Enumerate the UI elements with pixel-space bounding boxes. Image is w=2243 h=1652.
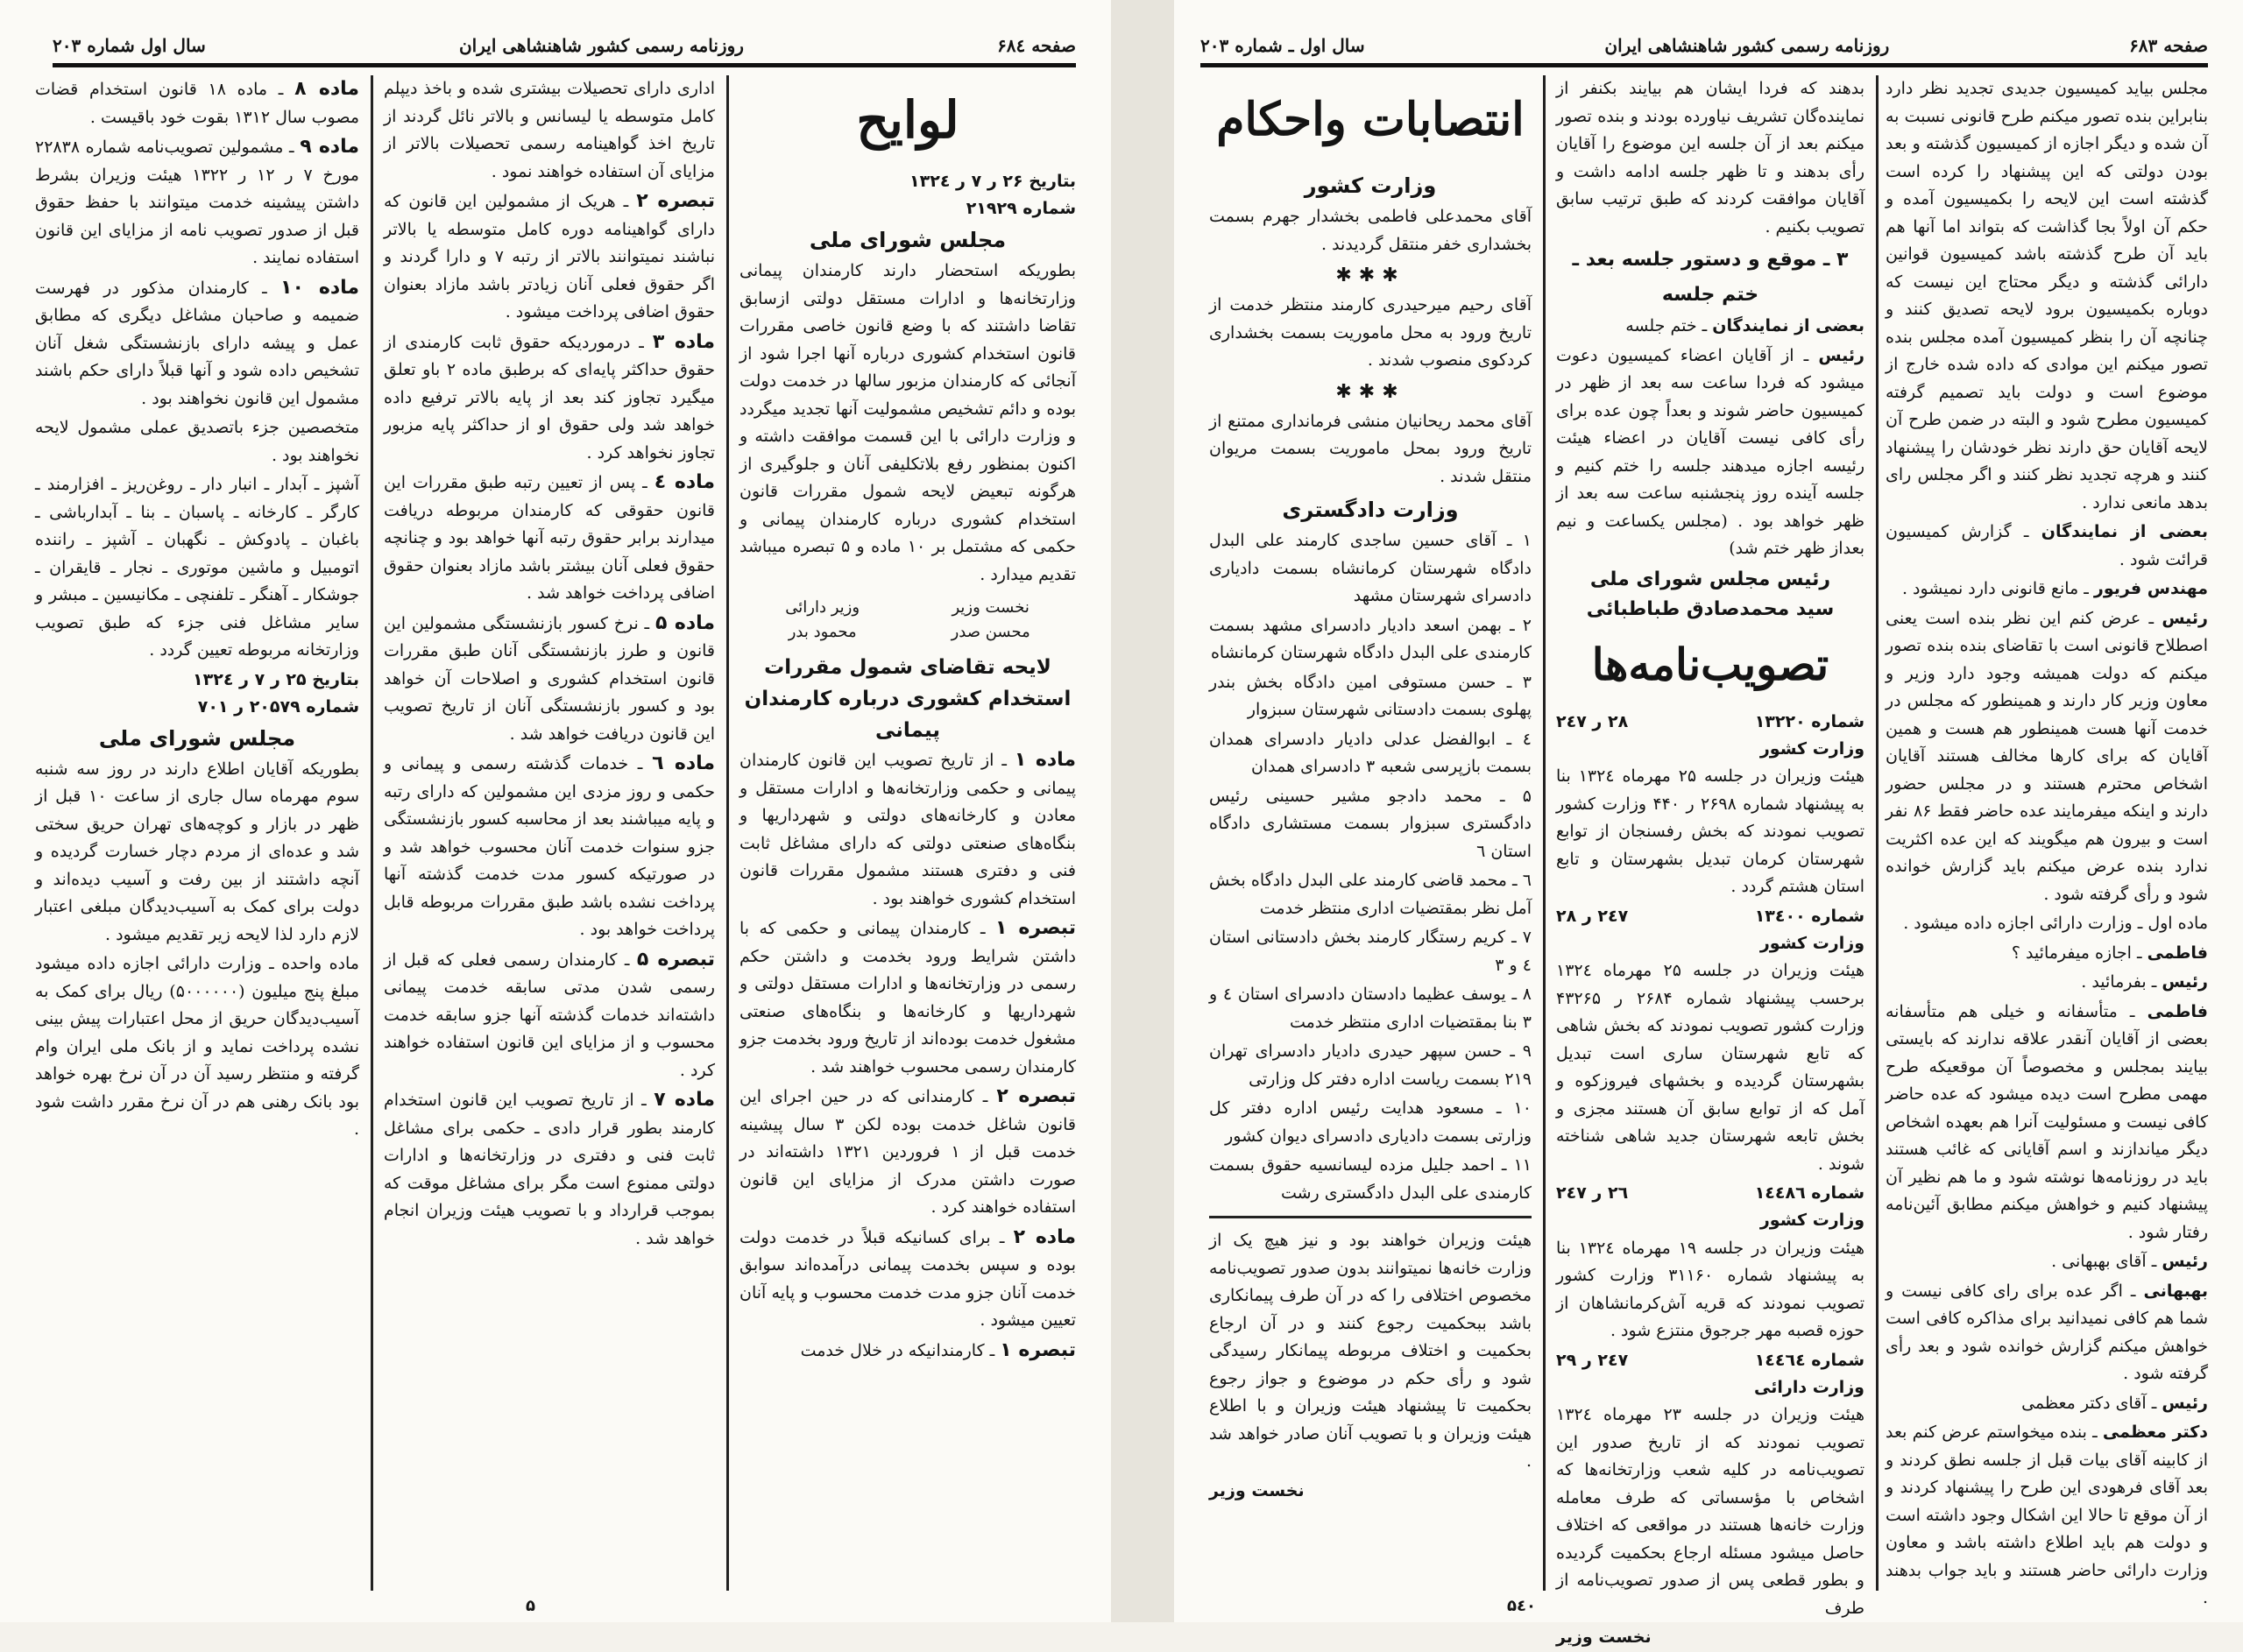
note-1-label: تبصره ۱ xyxy=(994,917,1076,939)
article-4 xyxy=(384,469,715,608)
chair-speech xyxy=(1556,342,1864,563)
right-footer-number: ۵٤۰ xyxy=(1507,1597,1536,1615)
bill2-date: بتاریخ ۲۵ ر ۷ ر ۱۳۲٤ xyxy=(193,669,359,689)
bill-number-line xyxy=(739,195,1076,222)
decree-2-header xyxy=(1556,903,1864,930)
decree-1-text: هیئت وزیران در جلسه ۲۵ مهرماه ۱۳۲٤ بنا به پیشنهاد شماره ۲۶۹۸ ر ۴۴۰ وزارت کشور تصویب نمودند که بخش رفسنجان از توابع شهرستان کرمان تبدیل بشهرستان و تابع استان هشتم گردد . xyxy=(1556,766,1865,896)
decree-2-number: شماره ۱۳٤٠٠ xyxy=(1754,906,1864,926)
speech-7 xyxy=(1886,999,2208,1247)
decree-4-date: ۲٤٧ ر ۲۹ xyxy=(1556,1350,1629,1370)
justice-item: ۸ ـ یوسف عظیما دادستان دادسرای استان ٤ و ۳ بنا بمقتضیات اداری منتظر خدمت xyxy=(1209,985,1532,1032)
article-10 xyxy=(35,274,359,413)
decree-3-ministry: وزارت کشور xyxy=(1759,1211,1864,1230)
left-col-3 xyxy=(35,75,359,1591)
decree-1-date: ۲۸ ر ۲٤٧ xyxy=(1556,711,1629,731)
left-footer-number: ۵ xyxy=(526,1597,535,1615)
article-5-label: ماده ۵ xyxy=(655,611,716,634)
decree-3-date: ۲٦ ر ۲٤٧ xyxy=(1556,1183,1629,1203)
article-2 xyxy=(739,1224,1076,1335)
bill-date: بتاریخ ۲۶ ر ۷ ر ۱۳۲٤ xyxy=(909,172,1076,191)
article-8-text: ـ ماده ۱۸ قانون استخدام قضات مصوب سال ۱۳۱۲ بقوت خود باقیست . xyxy=(35,80,359,127)
col2-intro: اداری دارای تحصیلات بیشتری شده و باخذ دیپلم کامل متوسطه یا لیسانس و بالاتر نائل گردند از تاریخ اخذ گواهینامه رسمی تحصیلات بالاتر از مزایای آن استفاده خواهند نمود . xyxy=(384,79,715,181)
speech-2 xyxy=(1886,575,2208,604)
speech-5-text: ـ اجازه میفرمائید ؟ xyxy=(2011,942,2142,963)
note-3 xyxy=(739,1337,1076,1366)
speaker-1: بعضی از نمایندگان xyxy=(2041,522,2208,541)
separator-stars-1: ✱✱✱ xyxy=(1335,265,1405,286)
col2-note-label: تبصره ۲ xyxy=(636,190,715,212)
section-speech-text: ـ ختم جلسه xyxy=(1625,316,1708,335)
speech-8 xyxy=(1886,1248,2208,1276)
decree-4-number: شماره ۱٤٤٦٤ xyxy=(1754,1350,1864,1370)
speaker-7: فاطمی xyxy=(2147,1001,2208,1021)
justice-item: ۱۱ ـ احمد جلیل مزده لیسانسیه حقوق بسمت کارمندی علی البدل دادگستری رشت xyxy=(1209,1155,1532,1203)
left-col-1 xyxy=(739,75,1076,1591)
speaker-2: مهندس فریور xyxy=(2093,579,2208,598)
article-7 xyxy=(384,1086,715,1253)
speech-8-text: ـ آقای بهبهانی . xyxy=(2051,1252,2157,1271)
decree-3-text: هیئت وزیران در جلسه ۱۹ مهرماه ۱۳۲٤ بنا به پیشنهاد شماره ۳۱۱۶۰ وزارت کشور تصویب نمودند که قریه آش‌کرمانشاهان از حوزه قصبه مهر جرجوق منتزع شود . xyxy=(1556,1238,1865,1340)
speaker-8: رئیس xyxy=(2162,1252,2208,1271)
article-8 xyxy=(35,75,359,131)
speaker-6: رئیس xyxy=(2162,972,2208,992)
decree-4-continuation: هیئت وزیران خواهند بود و نیز هیچ یک از وزارت خانه‌ها نمیتوانند بدون صدور تصویب‌نامه مخصوص اختلافی را که در آن طرف پیمانکاری باشد ببحکمیت رجوع کنند و در آن ارجاع بحکمیت و اختلاف مربوطه پیمانکار رسیدگی شود و رأی حکم در موضوع و جواز رجوع بحکمیت تا پیشنهاد هیئت وزیران و با اطلاع هیئت وزیران و با تصویب آنان صادر خواهد شد . xyxy=(1209,1231,1532,1471)
speaker-3: رئیس xyxy=(2162,608,2208,628)
article-5-text: ـ نرخ کسور بازنشستگی مشمولین این قانون و طرز بازنشستگی آنان طبق مقررات قانون استخدام کشوری و اصلاحات آن خواهد بود و کسور بازنشستگی آنان از تاریخ تصویب این قانون دریافت خواهد شد . xyxy=(384,613,715,744)
speech-1 xyxy=(1886,519,2208,574)
left-page xyxy=(0,0,1111,1622)
right-newspaper-title: روزنامه رسمی کشور شاهنشاهی ایران xyxy=(1604,35,1890,56)
left-page-number: صفحه ۶۸٤ xyxy=(997,35,1076,56)
bill-number: شماره ۲۱۹۲۹ xyxy=(966,199,1076,218)
col2-continuation: بدهند که فردا ایشان هم بیایند بکنفر از نماینده‌گان تشریف نیاورده بودند و بنده تصور میکنم بعد از آن جلسه این موضوع را آقایان رأی بدهند و تا ظهر جلسه ادامه داشت و آقایان موافقت کردند که طبق ترتیب سابق تصویب بکنیم . xyxy=(1556,79,1864,237)
note-1 xyxy=(739,914,1076,1081)
section-divider xyxy=(1209,1216,1532,1218)
speech-9 xyxy=(1886,1278,2208,1388)
speaker-9: بهبهانی xyxy=(2143,1281,2208,1301)
note-3-text: ـ کارمندانیکه در خلال خدمت xyxy=(800,1340,995,1360)
speech-10 xyxy=(1886,1390,2208,1418)
bill-date-line xyxy=(739,168,1076,195)
justice-item: ۱۰ ـ مسعود هدایت رئیس اداره دفتر کل وزارتی بسمت دادیاری دادسرای دیوان کشور xyxy=(1209,1098,1532,1146)
chair-speech-text: ـ از آقایان اعضاء کمیسیون دعوت میشود که فردا ساعت سه بعد از ظهر در کمیسیون حاضر شوند و بعداً چون عده برای رأی کافی نیست آقایان در اعضاء هیئت رئیسه اجازه میدهند جلسه را ختم کنیم و جلسه آینده روز پنجشنبه ساعت سه بعد از ظهر خواهد بود . (مجلس یکساعت و نیم بعداز ظهر ختم شد) xyxy=(1556,345,1864,558)
article-3-text: ـ درموردیکه حقوق ثابت کارمندی از حقوق حداکثر پایه‌ای که برطبق ماده ۲ باو تعلق میگیرد تجاوز کند بعد از پایه بالاتر ترفیع داده خواهد شد ولی حقوق او از حداکثر پایه مزبور تجاوز نخواهد کرد . xyxy=(384,332,716,462)
page-gutter xyxy=(1111,0,1174,1622)
speech-2-text: ـ مانع قانونی دارد نمیشود . xyxy=(1901,579,2089,598)
note-1-text: ـ کارمندان پیمانی و حکمی که با داشتن شرایط ورود بخدمت و داشتن حکم رسمی در وزارتخانه‌ها و ادارات مستقل دولتی و شهرداریها و کارخانه‌ها و بنگاه‌های صنعتی مشغول خدمت بوده‌اند از تاریخ ورود بخدمت جزو کارمندان رسمی محسوب خواهند شد . xyxy=(739,919,1076,1077)
speech-3 xyxy=(1886,605,2208,909)
decree-1-ministry: وزارت کشور xyxy=(1759,738,1864,759)
speech-6 xyxy=(1886,969,2208,997)
col2-note xyxy=(384,187,715,327)
article-9-text: ـ مشمولین تصویب‌نامه شماره ۲۲۸۳۸ مورخ ۷ ر ۱۲ ر ۱۳۲۲ هیئت وزیران بشرط داشتن پیشینه خدمت میتوانند با حفظ حقوق قبل از صدور تصویب نامه از مزایای این قانون استفاده نمایند . xyxy=(35,138,359,267)
article-6-label: ماده ٦ xyxy=(652,752,715,774)
speech-9-text: ـ اگر عده برای رای کافی نیست و شما هم کافی نمیدانید برای مذاکره کافی است خواهش میکنم گزارش خوانده شود و بعد رأی گرفته شود . xyxy=(1886,1281,2208,1383)
article-5 xyxy=(384,610,715,749)
bill-intro: بطوریکه استحضار دارند کارمندان پیمانی وزارتخانه‌ها و ادارات مستقل دولتی ازسابق تقاضا داشتند که با وضع قانون خاصی مقررات قانون استخدام کشوری درباره آنها اجرا شود از آنجائی که کارمندان مزبور سالها در خدمت دولت بوده و دائم تشخیص مشمولیت آنها تجدید میگردد و وزارت دارائی با این قسمت موافقت داشته و اکنون بمنظور رفع بلاتکلیفی آنان و جلوگیری از هرگونه تبعیض لایحه شمول مقررات قانون استخدام کشوری درباره کارمندان پیمانی و حکمی که مشتمل بر ۱۰ ماده و ۵ تبصره میباشد تقدیم میدارد . xyxy=(739,261,1076,584)
right-col-divider-2 xyxy=(1543,75,1546,1591)
parliament-heading: مجلس شورای ملی xyxy=(809,228,1007,252)
speech-6-text: ـ بفرمائید . xyxy=(2081,972,2157,992)
justice-item: ۹ ـ حسن سپهر حیدری دادیار دادسرای تهران ۲۱۹ بسمت ریاست اداره دفتر کل وزارتی xyxy=(1209,1041,1532,1089)
justice-item: ۱ ـ آقای حسین ساجدی کارمند علی البدل دادگاه شهرستان کرمانشاه بسمت دادیاری دادسرای شهرستان مشهد xyxy=(1209,531,1532,605)
article-4-text: ـ پس از تعیین رتبه طبق مقررات این قانون حقوقی که کارمندان مربوطه دریافت میدارند برابر حقوق رتبه آنها خواهد بود و چنانچه حقوق فعلی آنان بیشتر باشد مازاد بعنوان حقوق اضافی پرداخت خواهد شد . xyxy=(384,473,715,603)
decree-2-text: هیئت وزیران در جلسه ۲۵ مهرماه ۱۳۲٤ برحسب پیشنهاد شماره ۲۶۸۴ ر ۴۳۲۶۵ وزارت کشور تصویب نمودند که بخش شاهی که تابع شهرستان ساری است تبدیل بشهرستان گردیده و بخشهای فیروزکوه و آمل که از توابع سابق آن هستند مجزی و بخش تابعه شهرستان جدید شاهی شناخته شوند . xyxy=(1556,961,1865,1174)
right-col-2 xyxy=(1556,75,1865,1647)
appointment-2: آقای رحیم میرحیدری کارمند منتظر خدمت از تاریخ ورود به محل ماموریت بسمت بخشداری کردکوی منصوب شدند . xyxy=(1209,295,1532,370)
decree-3-header xyxy=(1556,1180,1864,1207)
right-page-header xyxy=(1200,32,2208,60)
speech-10-text: ـ آقای دکتر معظمی xyxy=(2021,1393,2157,1413)
article-3-label: ماده ۳ xyxy=(652,330,716,353)
appointment-3: آقای محمد ریحانیان منشی فرمانداری ممتنع از تاریخ ورود بمحل ماموریت بسمت مریوان منتقل شدند . xyxy=(1209,411,1532,486)
bill-title: لایحه تقاضای شمول مقررات استخدام کشوری درباره کارمندان پیمانی xyxy=(744,656,1072,742)
article-1-label: ماده ۱ xyxy=(1014,749,1076,771)
sig-finance-title: وزیر دارائی xyxy=(785,598,860,617)
separator-stars-2: ✱✱✱ xyxy=(1335,380,1405,403)
parliament-heading-2: مجلس شورای ملی xyxy=(98,725,296,751)
speech-3-text: ـ عرض کنم این نظر بنده است یعنی اصطلاح قانونی است با تقاضای بنده بنده تصور میکنم که دولت همیشه وجود دارد وزیر و معاون وزیر کار دارند و همینطور که مجلس در خدمت آنها هست همینطور هم هست و همین آقایان که برای کارها مخالف هستند آقایان اشخاص محترم هستند و در مجلس حضور دارند و اینکه میفرمایند عده حاضر فقط ۸۶ نفر است و بیرون هم میگویند که این عده اکثریت ندارد بنده عرض میکنم باید گزارش خوانده شود و رأی گرفته شود . xyxy=(1886,608,2208,904)
article-4-label: ماده ٤ xyxy=(654,471,715,493)
note-2 xyxy=(739,1083,1076,1222)
note-5 xyxy=(384,946,715,1085)
justice-item: ٦ ـ محمد قاضی کارمند علی البدل دادگاه بخش آمل نظر بمقتضیات اداری منتظر خدمت xyxy=(1209,871,1532,918)
speaker-5: فاطمی xyxy=(2147,942,2208,963)
note-3-label: تبصره ۱ xyxy=(1000,1338,1076,1361)
speaker-10: رئیس xyxy=(2162,1393,2208,1413)
speaker-sign-name: سید محمدصادق طباطبائی xyxy=(1586,597,1835,620)
decree-2-ministry: وزارت کشور xyxy=(1759,933,1864,953)
bill2-number: شماره ۲۰۵۷۹ ر ۷۰۱ xyxy=(197,696,359,717)
decrees-heading: تصویب‌نامه‌ها xyxy=(1591,638,1829,690)
bill2-letter: بطوریکه آقایان اطلاع دارند در روز سه شنبه سوم مهرماه سال جاری از ساعت ۱۰ قبل از ظهر در بازار و کوچه‌های تهران حریق سختی شد و عده‌ای از مردم دچار خسارت گردیده و آنچه داشتند از بین رفت و آسیب دیده‌اند و دولت برای کمک به آسیب‌دیدگان مبلغی اعتبار لازم دارد لذا لایحه زیر تقدیم میشود . xyxy=(35,759,359,944)
decree-1-header xyxy=(1556,709,1864,736)
col2-note-text: ـ هریک از مشمولین این قانون که دارای گواهینامه دوره کامل متوسطه یا بالاتر نباشند نمیتوانند بالاتر از رتبه ۷ و دارا گردند و اگر حقوق فعلی آنان زیادتر باشد مازاد بعنوان حقوق اضافی پرداخت میشود . xyxy=(384,192,715,321)
article-7-text: ـ از تاریخ تصویب این قانون استخدام کارمند بطور قرار دادی ـ حکمی برای مشاغل ثابت فنی و دفتری در وزارتخانه‌ها و ادارات دولتی ممنوع است مگر برای مشاغل موقت که بموجب قرارداد و با تصویب هیئت وزیران انجام خواهد شد . xyxy=(384,1091,715,1248)
bill2-single-article: ماده واحده ـ وزارت دارائی اجازه داده میشود مبلغ پنج میلیون (۵۰۰۰۰۰۰) ریال برای کمک به آسیب‌دیدگان حریق از محل اعتبارات پیش بینی نشده پرداخت نماید و از بانک ملی ایران وام گرفته و منتظر رسید آن در آن نرخ بهره خواهد بود بانک رهنی هم در آن نرخ مقرر داشت شود . xyxy=(35,954,360,1139)
bills-heading: لوایح xyxy=(856,90,959,150)
right-page xyxy=(1174,0,2243,1647)
right-year-issue: سال اول ـ شماره ۲۰۳ xyxy=(1200,35,1365,56)
appointments-heading: انتصابات واحکام xyxy=(1216,93,1525,146)
right-col-1 xyxy=(1886,75,2208,1607)
decree-4-header xyxy=(1556,1347,1864,1374)
decree-4-text: هیئت وزیران در جلسه ۲۳ مهرماه ۱۳۲٤ تصویب نمودند که از تاریخ صدور این تصویب‌نامه در کلیه شعب وزارتخانه‌ها که اشخاص با مؤسساتی که طرف معامله وزارت خانه‌ها هستند در مواقعی که اختلاف حاصل میشود مسئله ارجاع بحکمیت گردیده و بطور قطعی پس از صدور تصویب‌نامه از طرف xyxy=(1556,1405,1865,1618)
decree-2-date: ۲٤٧ ر ۲٨ xyxy=(1556,906,1629,926)
continuation-signature: نخست وزیر xyxy=(1209,1480,1305,1500)
left-header-rule xyxy=(53,63,1076,67)
article-10-label: ماده ۱۰ xyxy=(280,276,359,299)
sig-pm-name: محسن صدر xyxy=(951,623,1030,641)
appointment-1: آقای محمدعلی فاطمی بخشدار جهرم بسمت بخشداری خفر منتقل گردیدند . xyxy=(1209,207,1532,254)
left-year-issue: سال اول شماره ۲۰۳ xyxy=(53,35,206,56)
section-speech xyxy=(1556,313,1864,341)
section-speaker: بعضی از نمایندگان xyxy=(1712,316,1864,335)
article-1 xyxy=(739,746,1076,913)
debate-text-1: مجلس بیاید کمیسیون جدیدی تجدید نظر دارد بنابراین بنده تصور میکنم طرح قانونی نسبت به آن شده و دیگر اجازه از کمیسیون گذشته و بعد بودن دولتی که این پیشنهاد را کرده است گذشته است این لایحه را بکمیسیون آمده و حکم آن اولاً بجا گذاشت که بتواند اما آنها هم باید آن طرح گذشته باشد کمیسیون قوانین دارائی گذشته و دیگر محتاج این نیست که دوباره بکمیسیون برود لایحه تصدیق کنند و چنانچه آن را بنظر کمیسیون آمده مجلس بنده تصور میکنم این موادی که داده شده خارج از موضوع است و دولت باید تصمیم گرفته کمیسیون مطرح شود و البته در ضمن طرح آن لایحه آقایان حق دارند نظر خودشان را پیشنهاد کنند و هرچه تجدید نظر کنند و اگر مجلس رای بدهد مانعی ندارد . xyxy=(1886,79,2208,512)
left-col-2 xyxy=(384,75,715,1591)
justice-item: ٤ ـ ابوالفضل عدلی دادیار دادسرای همدان بسمت بازپرسی شعبه ۳ دادسرای همدان xyxy=(1209,729,1532,776)
article-6-text: ـ خدمات گذشته رسمی و پیمانی و حکمی و روز مزدی این مشمولین که دارای رتبه و پایه میباشند بعد از محاسبه کسور بازنشستگی جزو سنوات خدمت آنان محسوب خواهد شد و در صورتیکه کسور مدت خدمت گذشته آنها پرداخت نشده باشد طبق مقررات مربوطه قابل پرداخت خواهد بود . xyxy=(384,754,715,939)
left-col-divider-2 xyxy=(371,75,373,1591)
article-9 xyxy=(35,133,359,272)
justice-item: ۲ ـ بهمن اسعد دادیار دادسرای مشهد بسمت کارمندی علی البدل دادگاه شهرستان کرمانشاه xyxy=(1209,615,1532,662)
exempt-intro: متخصصین جزء باتصدیق عملی مشمول لایحه نخواهند بود . xyxy=(35,418,359,465)
right-page-number: صفحه ۶۸۳ xyxy=(2129,35,2208,56)
decree-3-number: شماره ۱٤٤۸٦ xyxy=(1754,1183,1864,1203)
sig-finance-name: محمود بدر xyxy=(788,623,857,641)
sig-pm-title: نخست وزیر xyxy=(952,598,1030,617)
note-2-label: تبصره ۲ xyxy=(996,1085,1076,1107)
note-2-text: ـ کارمندانی که در حین اجرای این قانون شاغل خدمت بوده لکن ۳ سال پیشینه خدمت قبل از ۱ فروردین ۱۳۲۱ داشته‌اند در صورت داشتن مدرک از مزایای این قانون استفاده خواهند کرد . xyxy=(739,1087,1077,1217)
speaker-sign-title: رئیس مجلس شورای ملی xyxy=(1589,568,1831,590)
note-5-text: ـ کارمندان رسمی فعلی که قبل از رسمی شدن مدتی سابقه خدمت پیمانی داشته‌اند خدمات گذشته آنها جزو سابقه خدمت محسوب و از مزایای این قانون استفاده خواهند کرد . xyxy=(384,950,715,1080)
bill2-date-line xyxy=(35,667,359,694)
decree-1-number: شماره ۱۳۲۲۰ xyxy=(1754,711,1864,731)
decree-4-ministry: وزارت دارائی xyxy=(1754,1377,1864,1397)
article-2-label: ماده ۲ xyxy=(1013,1225,1076,1248)
speech-4: ماده اول ـ وزارت دارائی اجازه داده میشود . xyxy=(1903,914,2208,933)
speaker-11: دکتر معظمی xyxy=(2102,1423,2208,1442)
chair-speaker: رئیس xyxy=(1818,345,1864,365)
ministry-interior-heading: وزارت کشور xyxy=(1304,173,1437,198)
right-header-rule xyxy=(1200,63,2208,67)
justice-item: ۵ ـ محمد دادجو مشیر حسینی رئیس دادگستری سبزوار بسمت مستشاری دادگاه استان ٦ xyxy=(1209,786,1532,861)
right-col-3 xyxy=(1209,75,1532,1591)
bill-signatures xyxy=(739,596,1076,645)
speech-1-text: ـ گزارش کمیسیون قرائت شود . xyxy=(1886,522,2208,569)
decree-signature: نخست وزیر xyxy=(1556,1627,1652,1647)
article-3 xyxy=(384,328,715,468)
left-page-header xyxy=(53,32,1076,60)
justice-item: ۳ ـ حسن مستوفی امین دادگاه بخش بندر پهلوی بسمت دادستانی شهرستان سبزوار xyxy=(1209,672,1532,719)
ministry-justice-heading: وزارت دادگستری xyxy=(1282,498,1459,522)
right-col-divider-1 xyxy=(1876,75,1879,1591)
left-col-divider-1 xyxy=(726,75,729,1591)
article-6 xyxy=(384,750,715,944)
exempt-list: آشپز ـ آبدار ـ انبار دار ـ روغن‌ریز ـ افزارمند ـ کارگر ـ کارخانه ـ پاسبان ـ بنا ـ آبدارباشی ـ باغبان ـ پادوکش ـ نگهبان ـ آشپز ـ راننده اتومبیل و ماشین موتوری ـ نجار ـ قایقران ـ جوشکار ـ آهنگر ـ تلفنچی ـ مکانیسین ـ مبشر و سایر مشاغل فنی جزء که طبق تصویب وزارتخانه مربوطه تعیین گردد . xyxy=(35,475,359,660)
bill2-number-line xyxy=(35,694,359,721)
left-newspaper-title: روزنامه رسمی کشور شاهنشاهی ایران xyxy=(458,35,744,56)
article-7-label: ماده ۷ xyxy=(654,1089,715,1111)
justice-item: ۷ ـ کریم رستگار کارمند بخش دادستانی استان ٤ و ۳ xyxy=(1209,928,1532,975)
session-section-heading: ۳ ـ موقع و دستور جلسه بعد ـ ختم جلسه xyxy=(1572,249,1849,306)
article-9-label: ماده ۹ xyxy=(300,136,359,158)
speech-5 xyxy=(1886,940,2208,968)
article-1-text: ـ از تاریخ تصویب این قانون کارمندان پیمانی و حکمی وزارتخانه‌ها و ادارات مستقل و معادن و کارخانه‌های دولتی و شهرداریها و بنگاه‌های صنعتی دولتی که دارای مشاغل ثابت فنی و دفتری هستند مشمول مقررات قانون استخدام کشوری خواهند بود . xyxy=(739,751,1076,908)
article-2-text: ـ برای کسانیکه قبلاً در خدمت دولت بوده و سپس بخدمت پیمانی درآمده‌اند سوابق خدمت آنان جزو مدت خدمت محسوب و پایه آنان تعیین میشود . xyxy=(739,1227,1076,1330)
article-8-label: ماده ۸ xyxy=(294,78,359,100)
note-5-label: تبصره ۵ xyxy=(636,948,715,971)
article-10-text: ـ کارمندان مذکور در فهرست ضمیمه و صاحبان مشاغل دیگری که مطابق عمل و پیشه دارای بازنشستگی شغل آنان تشخیص داده شود و آنها قبلاً دارای حکم باشند مشمول این قانون نخواهند بود . xyxy=(35,278,359,408)
speech-11-text: ـ بنده میخواستم عرض کنم بعد از کابینه آقای بیات قبل از جلسه نطق کردند و بعد آقای فرهودی این طرح را پیشنهاد کردند و از آن موقع تا حالا این اشکال وجود داشته است و دولت هم باید اطلاع داشته باشد و معاون وزارت دارائی حاضر هستند و باید جواب بدهند . xyxy=(1886,1423,2208,1607)
speech-7-text: ـ متأسفانه و خیلی هم متأسفانه بعضی از آقایان آنقدر علاقه ندارند که بایستی بیایند بمجلس و مخصوصاً آن موقعیکه طرح مهمی مطرح است دیده میشود که عده حاضر کافی نیست و مسئولیت آنرا هم بعهده اشخاص دیگر میاندازند و اسم آقایانی که غائب هستند باید در روزنامه‌ها نوشته شود و ما هم نظیر آن پیشنهاد کنیم و خواهش میکنم مطابق آئین‌نامه رفتار شود . xyxy=(1886,1001,2208,1242)
speech-11 xyxy=(1886,1419,2208,1613)
